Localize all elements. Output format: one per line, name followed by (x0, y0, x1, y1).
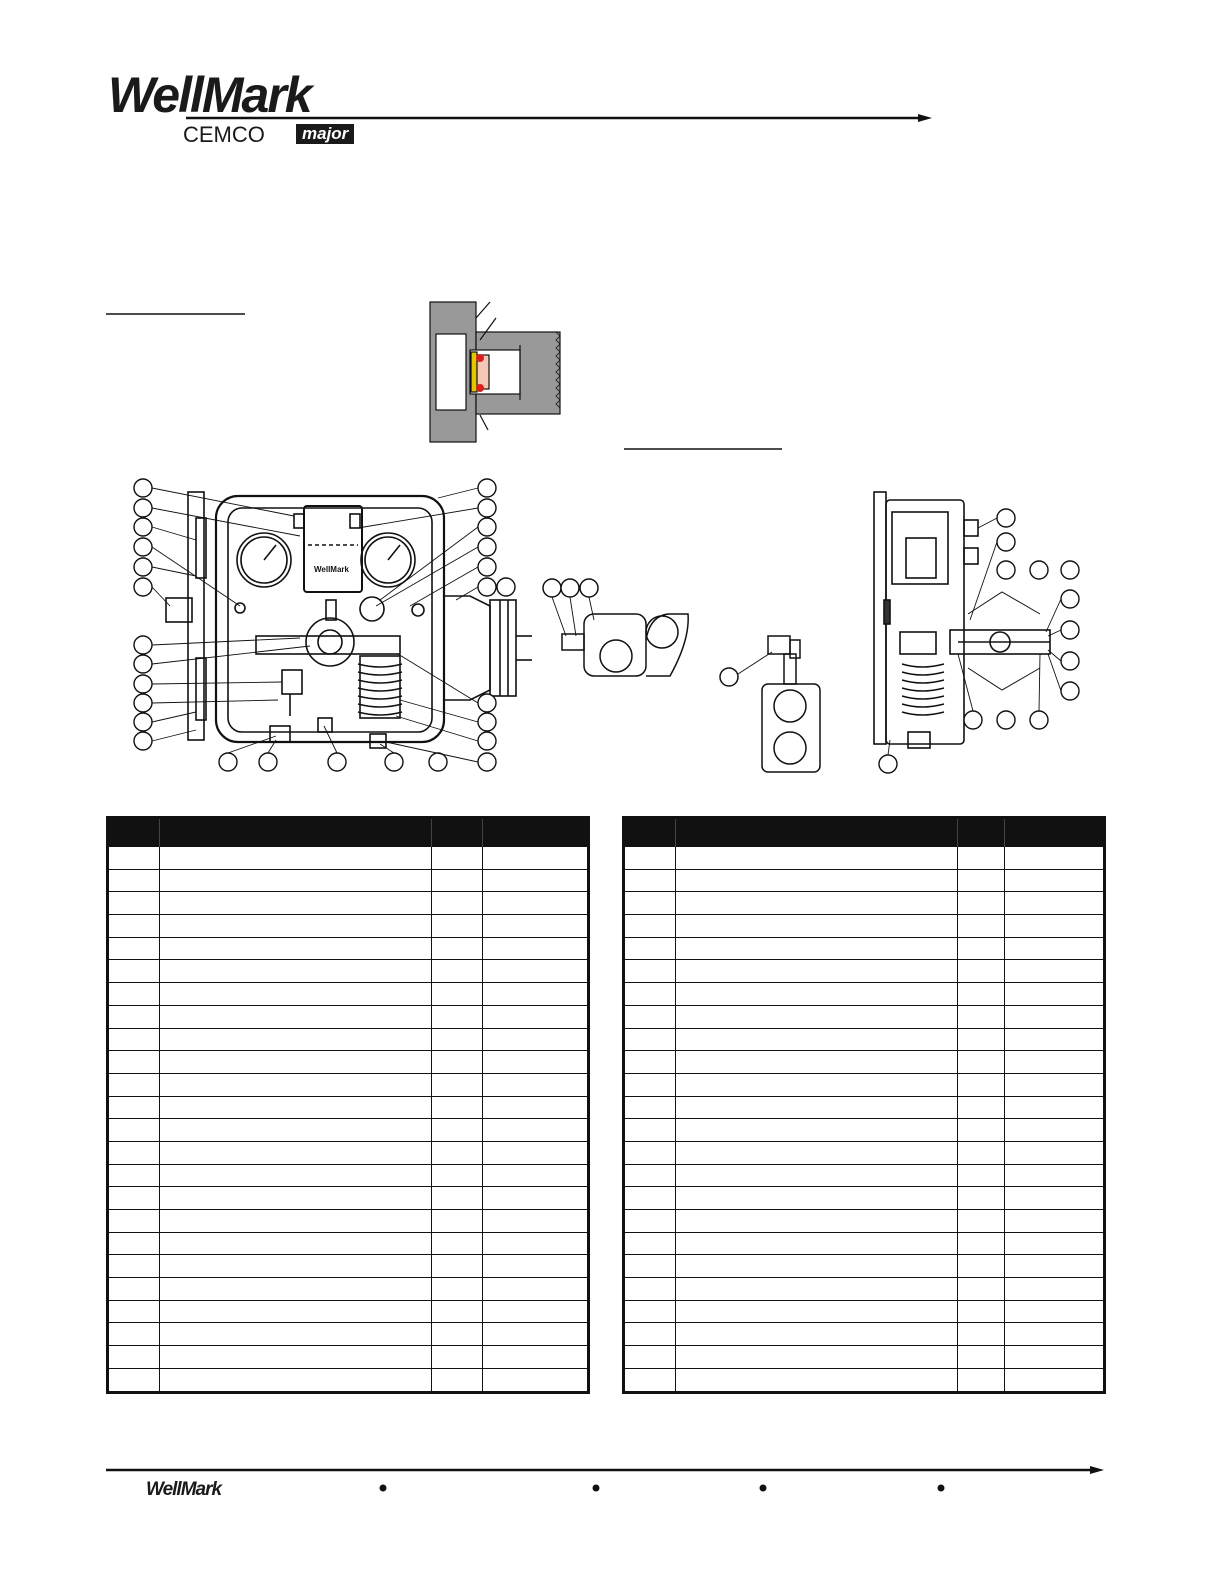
table-row (108, 1051, 589, 1074)
table-row (624, 937, 1105, 960)
table-cell (432, 1005, 483, 1028)
table-cell (483, 1255, 589, 1278)
table-cell (624, 1300, 676, 1323)
table-row (108, 960, 589, 983)
table-row (108, 1278, 589, 1301)
table-cell (160, 1210, 432, 1233)
table-row (624, 1028, 1105, 1051)
table-row (624, 1232, 1105, 1255)
table-cell (1005, 1210, 1105, 1233)
table-cell (958, 1096, 1005, 1119)
table-cell (108, 1005, 160, 1028)
table-cell (958, 1073, 1005, 1096)
table-cell (676, 1368, 958, 1392)
table-cell (624, 1346, 676, 1369)
table-cell (676, 869, 958, 892)
table-cell (483, 1096, 589, 1119)
table-cell (1005, 937, 1105, 960)
brand-sub-badge: major (296, 124, 354, 144)
table-cell (958, 1232, 1005, 1255)
table-cell (1005, 1255, 1105, 1278)
table-cell (160, 1073, 432, 1096)
table-cell (432, 1119, 483, 1142)
table-cell (432, 915, 483, 938)
table-cell (1005, 1232, 1105, 1255)
table-cell (160, 1368, 432, 1392)
table-cell (108, 1368, 160, 1392)
parts-table-right (622, 816, 1106, 1394)
table-cell (676, 1073, 958, 1096)
table-cell (483, 1232, 589, 1255)
table-cell (108, 1164, 160, 1187)
table-cell (160, 1028, 432, 1051)
table-cell (160, 1119, 432, 1142)
table-cell (483, 869, 589, 892)
table-cell (160, 892, 432, 915)
table-cell (624, 1005, 676, 1028)
table-cell (108, 847, 160, 869)
table-cell (676, 937, 958, 960)
table-cell (108, 1323, 160, 1346)
table-row (108, 1232, 589, 1255)
table-cell (958, 1255, 1005, 1278)
table-row (624, 1346, 1105, 1369)
table-cell (958, 1141, 1005, 1164)
table-cell (1005, 847, 1105, 869)
table-cell (108, 1300, 160, 1323)
table-cell (160, 1187, 432, 1210)
table-cell (1005, 1346, 1105, 1369)
table-row (624, 847, 1105, 869)
table-cell (958, 937, 1005, 960)
table-cell (676, 892, 958, 915)
table-row (108, 1255, 589, 1278)
table-cell (676, 983, 958, 1006)
table-cell (624, 915, 676, 938)
table-cell (160, 983, 432, 1006)
table-cell (676, 1005, 958, 1028)
table-row (624, 960, 1105, 983)
table-row (108, 1119, 589, 1142)
table-row (624, 1368, 1105, 1392)
table-row (624, 869, 1105, 892)
table-cell (160, 937, 432, 960)
parts-table-left (106, 816, 590, 1394)
table-row (108, 1300, 589, 1323)
mid-assembly (543, 579, 820, 772)
table-cell (624, 960, 676, 983)
table-cell (160, 1323, 432, 1346)
table-cell (160, 1096, 432, 1119)
table-row (624, 892, 1105, 915)
leader-lines-left (152, 488, 478, 762)
table-cell (432, 1141, 483, 1164)
table-cell (108, 1073, 160, 1096)
table-cell (483, 1164, 589, 1187)
table-cell (624, 1278, 676, 1301)
table-cell (432, 1210, 483, 1233)
table-cell (432, 1028, 483, 1051)
table-cell (958, 1028, 1005, 1051)
table-cell (160, 1051, 432, 1074)
table-cell (676, 1141, 958, 1164)
table-cell (432, 1073, 483, 1096)
table-cell (483, 1005, 589, 1028)
table-row (624, 1210, 1105, 1233)
table-cell (676, 1323, 958, 1346)
table-row (108, 1187, 589, 1210)
table-cell (108, 892, 160, 915)
table-cell (160, 1255, 432, 1278)
table-cell (676, 1210, 958, 1233)
table-cell (483, 1073, 589, 1096)
table-cell (676, 915, 958, 938)
table-cell (958, 1187, 1005, 1210)
table-cell (958, 1368, 1005, 1392)
table-cell (958, 1300, 1005, 1323)
table-cell (483, 915, 589, 938)
table-cell (958, 1119, 1005, 1142)
footer-logo: WellMark (146, 1479, 222, 1500)
brand-sub-logo: CEMCO (183, 122, 265, 147)
table-cell (483, 847, 589, 869)
table-cell (483, 1346, 589, 1369)
table-cell (624, 1096, 676, 1119)
table-cell (108, 1119, 160, 1142)
table-cell (676, 1164, 958, 1187)
table-row (624, 1005, 1105, 1028)
table-cell (160, 1300, 432, 1323)
table-cell (676, 1187, 958, 1210)
table-cell (1005, 1323, 1105, 1346)
table-cell (1005, 1028, 1105, 1051)
table-cell (432, 937, 483, 960)
table-cell (483, 1300, 589, 1323)
table-cell (483, 1051, 589, 1074)
table-cell (1005, 915, 1105, 938)
table-cell (432, 983, 483, 1006)
table-cell (676, 1119, 958, 1142)
table-cell (958, 869, 1005, 892)
table-row (108, 915, 589, 938)
main-assembly (166, 492, 532, 748)
table-row (108, 869, 589, 892)
table-cell (483, 1210, 589, 1233)
table-cell (432, 1255, 483, 1278)
table-cell (624, 1255, 676, 1278)
table-cell (1005, 1278, 1105, 1301)
table-cell (432, 1278, 483, 1301)
table-cell (432, 1346, 483, 1369)
table-header (108, 818, 589, 848)
table-cell (160, 1141, 432, 1164)
table-cell (676, 1346, 958, 1369)
table-row (624, 1119, 1105, 1142)
table-row (108, 983, 589, 1006)
table-row (108, 892, 589, 915)
table-cell (483, 1368, 589, 1392)
table-row (624, 1051, 1105, 1074)
table-cell (1005, 869, 1105, 892)
table-cell (108, 1346, 160, 1369)
table-cell (432, 1368, 483, 1392)
table-cell (108, 1028, 160, 1051)
table-row (624, 1164, 1105, 1187)
table-row (624, 1300, 1105, 1323)
table-cell (108, 915, 160, 938)
table-cell (624, 1028, 676, 1051)
table-cell (160, 847, 432, 869)
table-cell (483, 960, 589, 983)
table-cell (676, 847, 958, 869)
table-cell (1005, 983, 1105, 1006)
table-cell (676, 1255, 958, 1278)
table-cell (676, 1028, 958, 1051)
table-cell (432, 1300, 483, 1323)
table-cell (432, 1323, 483, 1346)
table-cell (483, 1278, 589, 1301)
table-cell (624, 1368, 676, 1392)
table-cell (624, 1051, 676, 1074)
table-body (108, 847, 589, 1392)
table-cell (1005, 1141, 1105, 1164)
table-cell (483, 1323, 589, 1346)
brand-logo: WellMark (108, 67, 311, 123)
table-cell (108, 1210, 160, 1233)
table-cell (676, 1096, 958, 1119)
table-cell (432, 1232, 483, 1255)
table-cell (624, 937, 676, 960)
table-cell (108, 1232, 160, 1255)
table-cell (676, 1232, 958, 1255)
table-row (624, 1096, 1105, 1119)
table-row (624, 915, 1105, 938)
table-cell (432, 1187, 483, 1210)
table-cell (483, 937, 589, 960)
table-cell (1005, 1164, 1105, 1187)
table-cell (160, 1278, 432, 1301)
table-cell (958, 1323, 1005, 1346)
table-cell (624, 1210, 676, 1233)
table-cell (483, 1187, 589, 1210)
table-cell (483, 983, 589, 1006)
table-cell (483, 1028, 589, 1051)
table-cell (958, 1005, 1005, 1028)
table-header (624, 818, 1105, 848)
table-row (624, 1141, 1105, 1164)
table-cell (432, 892, 483, 915)
table-row (624, 1073, 1105, 1096)
table-cell (958, 892, 1005, 915)
table-cell (160, 869, 432, 892)
svg-text:WellMark: WellMark (314, 565, 349, 574)
table-cell (1005, 1119, 1105, 1142)
table-cell (958, 960, 1005, 983)
table-cell (1005, 1300, 1105, 1323)
side-assembly (874, 492, 1050, 748)
table-cell (958, 1210, 1005, 1233)
table-cell (958, 1346, 1005, 1369)
fitting-section (430, 302, 560, 442)
table-cell (1005, 1073, 1105, 1096)
table-cell (676, 1278, 958, 1301)
table-cell (624, 892, 676, 915)
table-row (108, 847, 589, 869)
table-row (624, 1278, 1105, 1301)
table-cell (160, 915, 432, 938)
table-row (108, 1368, 589, 1392)
table-cell (958, 1164, 1005, 1187)
table-cell (1005, 1005, 1105, 1028)
table-cell (958, 1278, 1005, 1301)
table-cell (160, 1005, 432, 1028)
table-cell (624, 1323, 676, 1346)
table-cell (432, 1051, 483, 1074)
table-cell (432, 1096, 483, 1119)
table-cell (432, 847, 483, 869)
table-cell (1005, 892, 1105, 915)
table-cell (160, 1346, 432, 1369)
table-cell (624, 1119, 676, 1142)
table-cell (483, 1141, 589, 1164)
table-cell (676, 1300, 958, 1323)
table-cell (108, 1278, 160, 1301)
table-cell (958, 847, 1005, 869)
table-cell (108, 1187, 160, 1210)
table-cell (483, 892, 589, 915)
table-cell (108, 937, 160, 960)
table-cell (624, 847, 676, 869)
table-cell (160, 1232, 432, 1255)
table-cell (108, 960, 160, 983)
table-cell (483, 1119, 589, 1142)
table-cell (108, 869, 160, 892)
table-cell (624, 1187, 676, 1210)
table-cell (160, 1164, 432, 1187)
table-row (624, 983, 1105, 1006)
table-cell (432, 869, 483, 892)
table-cell (108, 1255, 160, 1278)
table-row (624, 1255, 1105, 1278)
table-row (108, 1028, 589, 1051)
table-row (108, 1210, 589, 1233)
table-row (108, 1073, 589, 1096)
table-cell (108, 1096, 160, 1119)
table-cell (676, 960, 958, 983)
table-cell (624, 1232, 676, 1255)
table-cell (624, 869, 676, 892)
callouts-right (879, 509, 1079, 773)
table-cell (432, 960, 483, 983)
table-cell (1005, 1187, 1105, 1210)
table-cell (108, 1141, 160, 1164)
table-row (108, 1005, 589, 1028)
table-cell (624, 983, 676, 1006)
table-body (624, 847, 1105, 1392)
table-row (624, 1187, 1105, 1210)
table-row (624, 1323, 1105, 1346)
table-cell (108, 983, 160, 1006)
table-cell (1005, 1096, 1105, 1119)
table-cell (958, 915, 1005, 938)
table-cell (958, 983, 1005, 1006)
table-row (108, 1164, 589, 1187)
table-cell (1005, 960, 1105, 983)
table-cell (108, 1051, 160, 1074)
table-cell (1005, 1368, 1105, 1392)
table-cell (958, 1051, 1005, 1074)
table-row (108, 1096, 589, 1119)
table-cell (1005, 1051, 1105, 1074)
table-cell (624, 1164, 676, 1187)
table-row (108, 937, 589, 960)
table-row (108, 1323, 589, 1346)
table-row (108, 1346, 589, 1369)
table-cell (624, 1141, 676, 1164)
table-cell (676, 1051, 958, 1074)
table-cell (432, 1164, 483, 1187)
table-row (108, 1141, 589, 1164)
table-cell (160, 960, 432, 983)
table-cell (624, 1073, 676, 1096)
